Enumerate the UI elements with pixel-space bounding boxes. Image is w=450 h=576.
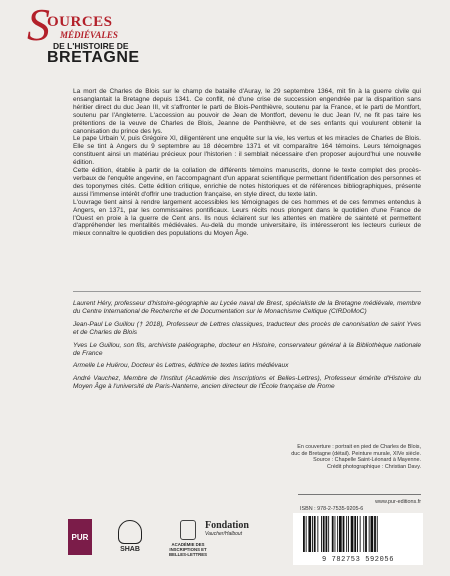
author-bio: Yves Le Guillou, son fils, archiviste paléographe, docteur en Histoire, conservateur général à la Bibliothèque nationale de France [73,341,421,357]
summary-paragraph: L'ouvrage tient ainsi à rendre largement accessibles les témoignages de ces hommes et de ces femmes entendus à Angers, en 1371, par les commissaires pontificaux. Leurs récits nous plongent dans le quotidien d'une France de l'Ouest en proie à la guerre de Cent ans. Ils nous éclairent sur les attentes en matière de sainteté et permettent d'appréhender les mentalités médiévales. Au-delà du monde universitaire, ils intéresseront les lecteurs curieux de mieux connaître le quotidien des populations du Moyen Âge. [73,198,421,238]
barcode-bar [339,516,342,552]
summary-paragraph: La mort de Charles de Blois sur le champ de bataille d'Auray, le 29 septembre 1364, mit fin à la guerre civile qui ensanglantait la Bretagne depuis 1341. Ce conflit, né d'une crise de succession engendrée par la disparition sans héritier direct du duc Jean III, vit s'affronter le parti de Blois-Penthièvre, soutenu par la France, et le parti de Montfort, soutenu par l'Angleterre. L'accession au pouvoir de Jean de Montfort, devenu le duc Jean IV, ne fit pas taire les prétentions de la veuve de Charles de Blois, Jeanne de Penthièvre, et de ses enfants qui voulurent obtenir la canonisation du prince des lys. [73,88,421,135]
info-divider [298,494,421,495]
pur-logo-text: PUR [71,532,89,542]
barcode-bar [346,516,347,552]
academie-line: ACADÉMIE DES [171,542,205,547]
barcode-bar [303,516,305,552]
barcode-bar [314,516,316,552]
barcode-number: 9 782753 592056 [321,556,394,564]
pur-logo [68,519,92,555]
barcode-bar [321,516,322,552]
shab-logo [112,520,148,560]
author-bios [73,300,421,396]
barcode-bar [317,516,318,552]
barcode-bars [293,513,423,555]
barcode-bar [360,516,361,552]
logo-line-4: BRETAGNE [47,49,140,66]
fondation-title: Fondation [205,520,249,531]
author-bio: Laurent Héry, professeur d'histoire-géographie au Lycée naval de Brest, spécialiste de la Bretagne médiévale, membre du Centre International de Recherche et de Documentation sur le Monachisme Celtique (CIRDoMoC) [73,300,421,315]
barcode-bar [312,516,313,552]
academie-line: BELLES-LETTRES [169,552,207,558]
fondation-subtitle: Vaucher/Halbout [205,531,243,537]
barcode-bar [323,516,325,552]
barcode-bar [369,516,370,552]
cover-credit-line: En couverture : portrait en pied de Charles de Blois, [297,444,421,450]
cover-credit-line: duc de Bretagne (détail). Peinture murale, XIVe siècle. [291,450,421,457]
shab-logo-text: SHAB [120,546,140,553]
barcode-bar [335,516,336,552]
barcode-bar [357,516,358,552]
isbn: ISBN : 978-2-7535-9205-6 [300,506,364,513]
section-divider [73,291,421,292]
academie-emblem-icon [180,520,196,540]
author-bio: André Vauchez, Membre de l'Institut (Académie des Inscriptions et Belles-Lettres), Professeur émérite d'Histoire du Moyen Âge à l'université de Paris-Nanterre, ancien directeur de l'École française de Rome [73,375,421,391]
cover-credit-line: Source : Chapelle Saint-Léonard à Mayenne. [313,457,421,464]
shab-emblem-icon [118,520,142,544]
barcode-bar [374,516,376,552]
isbn-barcode [293,513,423,565]
logo-line-2: MÉDIÉVALES [60,30,118,40]
fondation-logo [205,520,261,537]
academie-line: INSCRIPTIONS ET [169,547,207,553]
academie-logo-text [158,542,218,558]
barcode-bar [348,516,349,552]
logo-line-1: OURCES [47,14,113,30]
logo-initial: S [27,0,50,50]
author-bio: Jean-Paul Le Guillou († 2018), Professeur de Lettres classiques, traducteur des procès de canonisation de saint Yves et de Charles de Blois [73,320,421,336]
barcode-bar [377,516,378,552]
barcode-bar [328,516,329,552]
barcode-bar [337,516,338,552]
barcode-bar [351,516,354,552]
barcode-bar [326,516,328,552]
barcode-bar [343,516,345,552]
barcode-bar [308,516,311,552]
barcode-bar [365,516,367,552]
barcode-bar [332,516,334,552]
barcode-bar [354,516,356,552]
cover-credit-line: Crédit photographique : Christian Davy. [327,463,421,470]
summary-paragraph: Le pape Urbain V, puis Grégoire XI, diligentèrent une enquête sur la vie, les vertus et les miracles de Charles de Blois. Elle se tint à Angers du 9 septembre au 18 décembre 1371 et vit comparaître 164 témoins. Leurs témoignages constituent ainsi un matériau précieux pour l'historien : il semblait nécessaire d'en proposer aujourd'hui une nouvelle édition. [73,135,421,167]
barcode-bar [363,516,364,552]
summary-paragraph: Cette édition, établie à partir de la collation de différents témoins manuscrits, donne le texte complet des procès-verbaux de l'enquête angevine, en l'accompagnant d'un apparat scientifique permettant l'identification des personnes et des toponymes cités. Cette édition critique, enrichie de notes historiques et de références bibliographiques, présente aussi l'immense intérêt d'offrir une traduction française, en style direct, du texte latin. [73,167,421,198]
barcode-bar [371,516,374,552]
author-bio: Armelle Le Huërou, Docteur ès Lettres, éditrice de textes latins médiévaux [73,362,289,370]
book-summary [73,88,421,238]
series-logo [27,0,177,66]
cover-credit [238,444,421,470]
barcode-bar [306,516,307,552]
publisher-url[interactable]: www.pur-editions.fr [375,499,421,505]
logo-line-3: DE L'HISTOIRE DE [53,41,129,51]
